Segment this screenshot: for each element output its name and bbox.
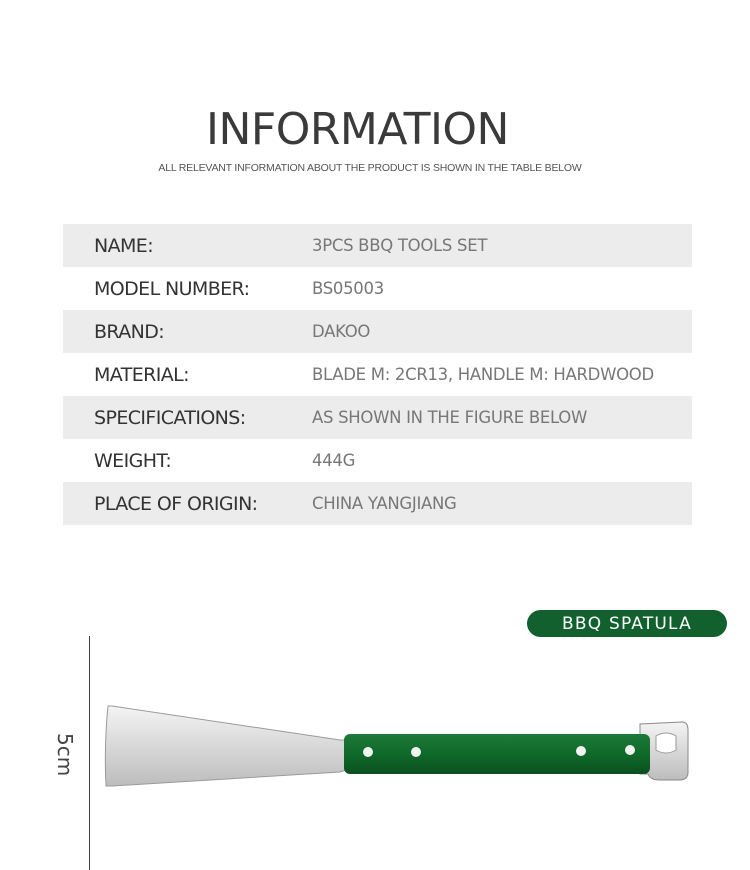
spec-label: NAME:	[94, 234, 154, 257]
spec-value: 3PCS BBQ TOOLS SET	[312, 236, 488, 255]
bbq-spatula-image	[100, 700, 700, 800]
spec-row-name	[63, 224, 692, 267]
product-badge: BBQ SPATULA	[527, 610, 727, 637]
spec-value: AS SHOWN IN THE FIGURE BELOW	[312, 408, 587, 427]
spatula-blade	[105, 706, 346, 786]
spec-table	[63, 224, 692, 525]
dimension-line	[89, 636, 90, 870]
dimension-label: 5cm	[53, 733, 77, 777]
spec-label: MATERIAL:	[94, 363, 189, 386]
spec-value: 444G	[312, 451, 356, 470]
spec-row-model-number	[63, 267, 692, 310]
spec-row-material	[63, 353, 692, 396]
spec-value: CHINA YANGJIANG	[312, 494, 457, 513]
page-title: INFORMATION	[206, 104, 509, 155]
handle-rivet	[576, 746, 586, 756]
spec-label: PLACE OF ORIGIN:	[94, 492, 258, 515]
spec-row-place-of-origin	[63, 482, 692, 525]
spec-label: MODEL NUMBER:	[94, 277, 250, 300]
spec-value: BS05003	[312, 279, 384, 298]
spec-row-brand	[63, 310, 692, 353]
spec-row-weight	[63, 439, 692, 482]
spec-label: WEIGHT:	[94, 449, 172, 472]
handle-rivet	[363, 747, 373, 757]
handle-rivet	[625, 745, 635, 755]
page-subtitle: ALL RELEVANT INFORMATION ABOUT THE PRODUCT IS SHOWN IN THE TABLE BELOW	[158, 162, 582, 174]
spec-row-specifications	[63, 396, 692, 439]
spec-label: SPECIFICATIONS:	[94, 406, 246, 429]
spec-value: DAKOO	[312, 322, 371, 341]
handle-rivet	[411, 747, 421, 757]
spec-label: BRAND:	[94, 320, 165, 343]
spec-value: BLADE M: 2CR13, HANDLE M: HARDWOOD	[312, 365, 654, 384]
spatula-handle	[344, 734, 650, 774]
